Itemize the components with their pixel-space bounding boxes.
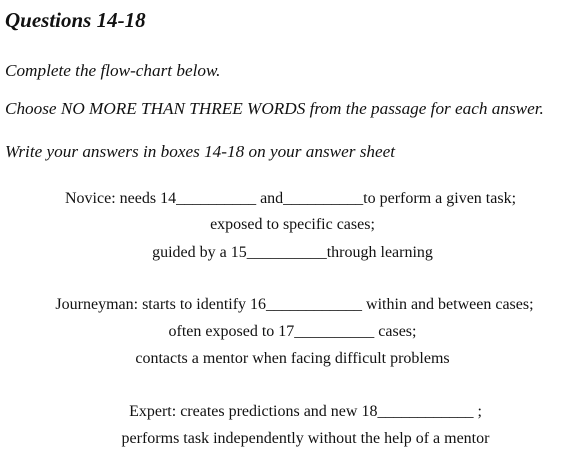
instruction-word-limit: Choose NO MORE THAN THREE WORDS from the passage for each answer. [5, 99, 544, 118]
page-title: Questions 14-18 [5, 8, 146, 32]
instruction-answer-sheet: Write your answers in boxes 14-18 on your answer sheet [5, 142, 396, 161]
novice-line-3: guided by a 15__________through learning [152, 244, 433, 261]
journeyman-line-3: contacts a mentor when facing difficult problems [135, 350, 450, 367]
novice-line-1: Novice: needs 14__________ and__________to perform a given task; [64, 190, 517, 207]
instruction-complete: Complete the flow-chart below. [5, 61, 221, 80]
expert-line-1: Expert: creates predictions and new 18____________ ; [129, 403, 482, 420]
journeyman-line-2: often exposed to 17__________ cases; [168, 323, 417, 340]
novice-line-2: exposed to specific cases; [210, 216, 375, 233]
journeyman-line-1: Journeyman: starts to identify 16____________ within and between cases; [55, 296, 534, 313]
expert-line-2: performs task independently without the help of a mentor [121, 430, 490, 447]
